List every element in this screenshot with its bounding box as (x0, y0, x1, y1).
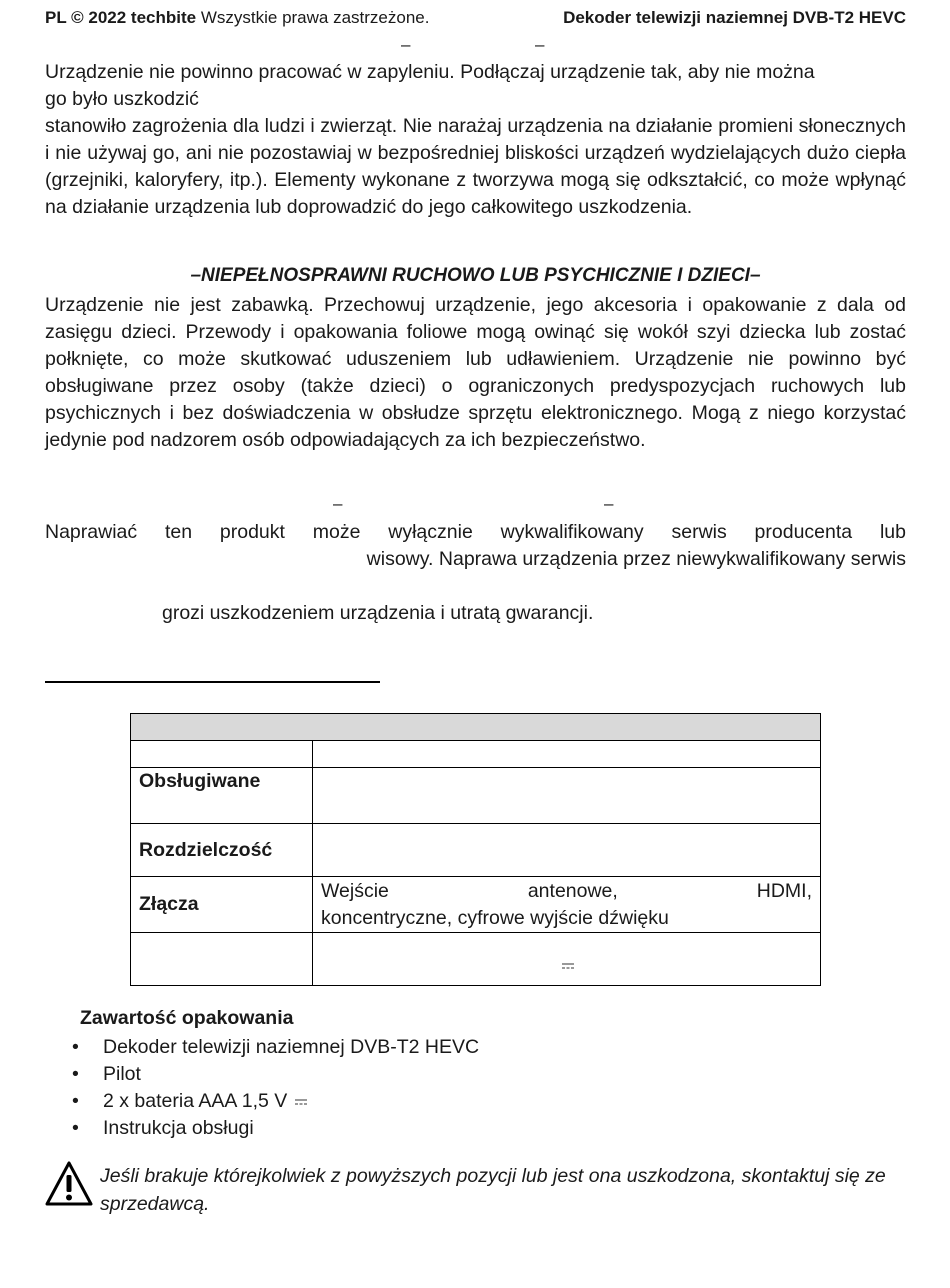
para3-line1: Naprawiać ten produkt może wyłącznie wykwalifikowany serwis producenta lub (45, 521, 906, 543)
package-contents-list (72, 1034, 479, 1142)
section-rule (45, 681, 380, 683)
list-item (72, 1115, 479, 1142)
table-header-row (131, 714, 821, 741)
table-value-cell (313, 741, 821, 768)
connectors-line2: koncentryczne, cyfrowe wyjście dźwięku (321, 907, 669, 929)
heading-dash-right: – (749, 265, 761, 286)
list-item-text: 2 x bateria AAA 1,5 V (103, 1090, 288, 1112)
list-item (72, 1034, 479, 1061)
para3-line2: wisowy. Naprawa urządzenia przez niewykwalifikowany serwis (366, 548, 906, 570)
specs-table (130, 713, 821, 986)
table-label-cell: Złącza (131, 877, 313, 933)
table-label-cell: Obsługiwane (131, 768, 313, 824)
table-value-cell (313, 824, 821, 877)
dash-mark: – (401, 35, 411, 54)
para3-line3: grozi uszkodzeniem urządzenia i utratą gwarancji. (162, 602, 594, 624)
table-row (131, 877, 821, 933)
bullet-icon: • (72, 1117, 79, 1139)
header-copyright-rest: Wszystkie prawa zastrzeżone. (200, 8, 430, 27)
para1-line2: go było uszkodzić (45, 88, 199, 110)
dash-mark: – (333, 494, 343, 513)
para1-body: stanowiło zagrożenia dla ludzi i zwierząt. Nie narażaj urządzenia na działanie promieni słonecznych i nie używaj go, ani nie pozostawiaj w bezpośredniej bliskości urządzeń wydzielających dużo ciepła (grzejniki, kaloryfery, itp.). Elementy wykonane z tworzywa mogą się odkształcić, co może wpłynąć na działanie urządzenia lub doprowadzić do jego całkowitego uszkodzenia. (45, 115, 906, 218)
list-item (72, 1088, 479, 1115)
table-value-cell (313, 768, 821, 824)
section-heading-children (45, 265, 906, 287)
table-row (131, 741, 821, 768)
bullet-icon: • (72, 1036, 79, 1058)
package-contents-title: Zawartość opakowania (80, 1007, 294, 1029)
heading-text: NIEPEŁNOSPRAWNI RUCHOWO LUB PSYCHICZNIE I DZIECI (201, 265, 750, 286)
table-label-cell (131, 933, 313, 986)
table-value-cell (313, 933, 821, 986)
heading-dash-left: – (190, 265, 202, 286)
list-item-text: Dekoder telewizji naziemnej DVB-T2 HEVC (103, 1036, 480, 1058)
table-row (131, 768, 821, 824)
table-label-cell (131, 741, 313, 768)
table-value-cell (313, 877, 821, 933)
warning-text: Jeśli brakuje którejkolwiek z powyższych pozycji lub jest ona uszkodzona, skontaktuj się ze sprzedawcą. (100, 1165, 886, 1215)
dc-current-icon (295, 1098, 307, 1106)
warning-triangle-icon (44, 1160, 94, 1208)
bullet-icon: • (72, 1090, 79, 1112)
table-label-cell: Rozdzielczość (131, 824, 313, 877)
list-item (72, 1061, 479, 1088)
connectors-line1: Wejście antenowe, HDMI, (321, 880, 812, 902)
dash-mark: – (604, 494, 614, 513)
list-item-text: Instrukcja obsługi (103, 1117, 254, 1139)
header-copyright-bold: PL © 2022 techbite (45, 8, 197, 27)
table-header-cell (131, 714, 821, 741)
table-row (131, 933, 821, 986)
dash-mark: – (535, 35, 545, 54)
para2-children-warning: Urządzenie nie jest zabawką. Przechowuj urządzenie, jego akcesoria i opakowanie z dala od zasięgu dzieci. Przewody i opakowania foliowe mogą owinąć się wokół szyi dziecka lub zostać połknięte, co może skutkować uduszeniem lub udławieniem. Urządzenie nie powinno być obsługiwane przez osoby (także dzieci) o ograniczonych predyspozycjach ruchowych lub psychicznych i bez doświadczenia w obsłudze sprzętu elektronicznego. Mogą z niego korzystać jedynie pod nadzorem osób odpowiadających za ich bezpieczeństwo. (45, 294, 906, 451)
bullet-icon: • (72, 1063, 79, 1085)
list-item-text: Pilot (103, 1063, 141, 1085)
header-copyright (45, 8, 429, 28)
table-row (131, 824, 821, 877)
para1-line1: Urządzenie nie powinno pracować w zapyleniu. Podłączaj urządzenie tak, aby nie można (45, 61, 815, 83)
header-product-title: Dekoder telewizji naziemnej DVB-T2 HEVC (563, 8, 906, 27)
dc-current-icon (562, 962, 574, 970)
